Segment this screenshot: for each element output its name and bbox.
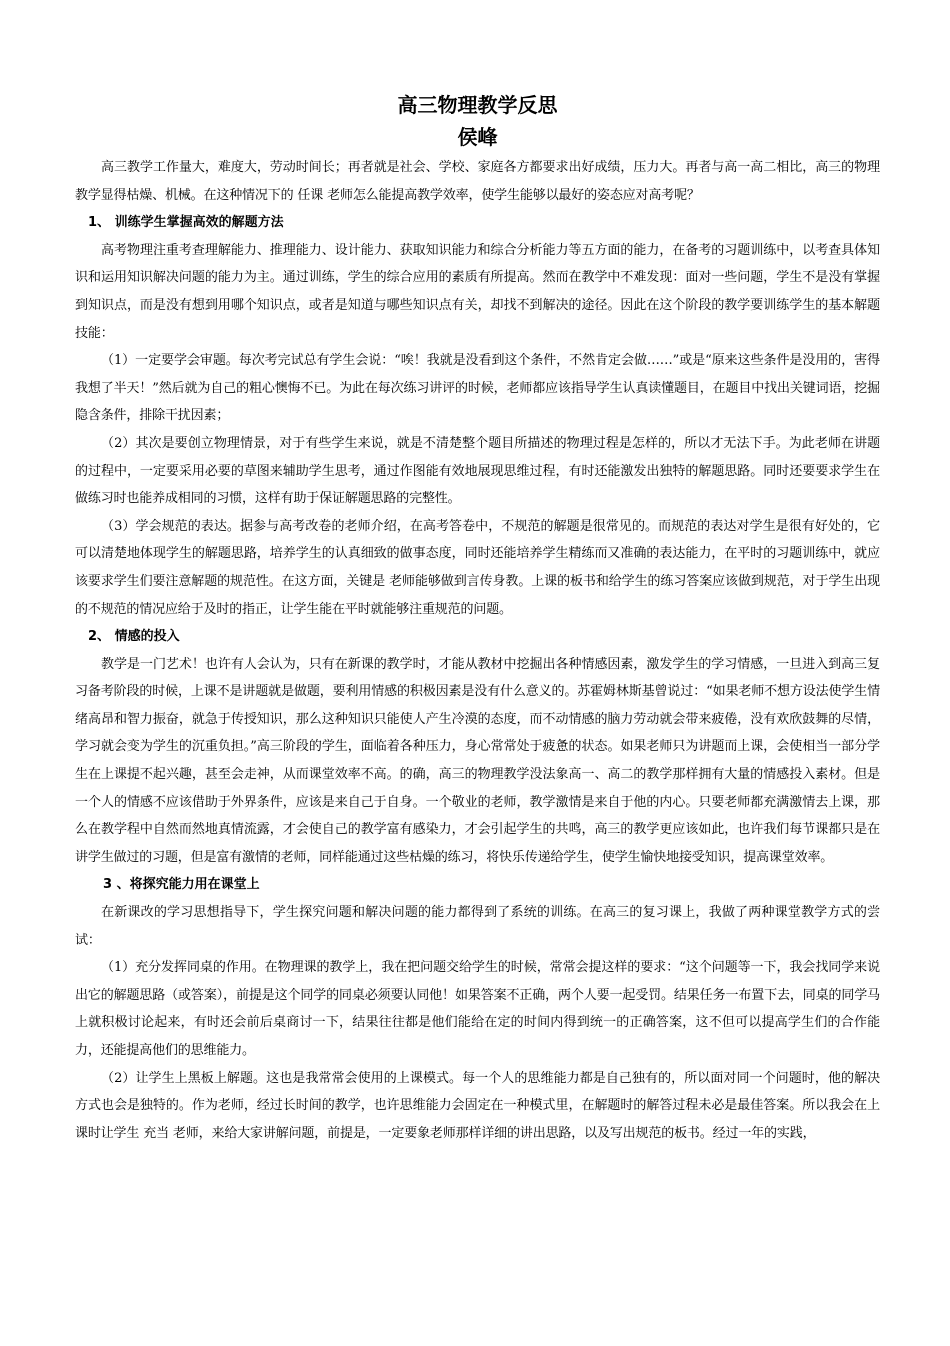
document-author: 侯峰: [457, 125, 498, 149]
section1-intro-paragraph: 高考物理注重考查理解能力、推理能力、设计能力、获取知识能力和综合分析能力等五方面的能力，在备考的习题训练中，以考查具体知识和运用知识解决问题的能力为主。通过训练，学生的综合应用的素质有所提高。然而在教学中不难发现：面对一些问题，学生不是没有掌握到知识点，而是没有想到用哪个知识点，或者是知道与哪些知识点有关，却找不到解决的途径。因此在这个阶段的教学要训练学生的基本解题技能：: [75, 242, 880, 341]
section3-item-2: （2）让学生上黑板上解题。这也是我常常会使用的上课模式。每一个人的思维能力都是自己独有的，所以面对同一个问题时，他的解决方式也会是独特的。作为老师，经过长时间的教学，也许思维能力会固定在一种模式里，在解题时的解答过程未必是最佳答案。所以我会在上课时让学生 充当 老师，来给大家讲解问题，前提是，一定要象老师那样详细的讲出思路，以及写出规范的板书。经过一年的实践，: [75, 1070, 880, 1141]
section1-item-3: （3）学会规范的表达。据参与高考改卷的老师介绍，在高考答卷中，不规范的解题是很常见的。而规范的表达对学生是很有好处的，它可以清楚地体现学生的解题思路，培养学生的认真细致的做事态度，同时还能培养学生精练而又准确的表达能力，在平时的习题训练中，就应该要求学生们要注意解题的规范性。在这方面，关键是 老师能够做到言传身教。上课的板书和给学生的练习答案应该做到规范，对于学生出现的不规范的情况应给于及时的指正，让学生能在平时就能够注重规范的问题。: [75, 518, 880, 617]
section-heading-1: 1、 训练学生掌握高效的解题方法: [88, 215, 284, 231]
section1-item-2: （2）其次是要创立物理情景，对于有些学生来说，就是不清楚整个题目所描述的物理过程是怎样的，所以才无法下手。为此老师在讲题的过程中，一定要采用必要的草图来辅助学生思考，通过作图能有效地展现思维过程，有时还能激发出独特的解题思路。同时还要要求学生在做练习时也能养成相同的习惯，这样有助于保证解题思路的完整性。: [75, 435, 880, 507]
section3-item-1: （1）充分发挥同桌的作用。在物理课的教学上，我在把问题交给学生的时候，常常会提这样的要求：“这个问题等一下，我会找同学来说出它的解题思路（或答案），前提是这个同学的同桌必须要认同他！如果答案不正确，两个人要一起受罚。结果任务一布置下去，同桌的同学马上就积极讨论起来，有时还会前后桌商讨一下，结果往往都是他们能给在定的时间内得到统一的正确答案，这不但可以提高学生们的合作能力，还能提高他们的思维能力。: [75, 960, 880, 1058]
section-heading-3: 3 、将探究能力用在课堂上: [103, 877, 260, 893]
section2-body-paragraph: 教学是一门艺术！也许有人会认为，只有在新课的教学时，才能从教材中挖掘出各种情感因素，激发学生的学习情感，一旦进入到高三复习备考阶段的时候，上课不是讲题就是做题，要利用情感的积极因素是没有什么意义的。苏霍姆林斯基曾说过：“如果老师不想方设法使学生情绪高昂和智力振奋，就急于传授知识，那么这种知识只能使人产生冷漠的态度，而不动情感的脑力劳动就会带来疲倦，没有欢欣鼓舞的尽情，学习就会变为学生的沉重负担。”高三阶段的学生，面临着各种压力，身心常常处于疲惫的状态。如果老师只为讲题而上课，会使相当一部分学生在上课提不起兴趣，甚至会走神，从而课堂效率不高。的确，高三的物理教学没法象高一、高二的教学那样拥有大量的情感投入素材。但是一个人的情感不应该借助于外界条件，应该是来自己于自身。一个敬业的老师，教学激情是来自于他的内心。只要老师都充满激情去上课，那么在教学程中自然而然地真情流露，才会使自己的教学富有感染力，才会引起学生的共鸣，高三的教学更应该如此，也许我们每节课都只是在讲学生做过的习题，但是富有激情的老师，同样能通过这些枯燥的练习，将快乐传递给学生，使学生愉快地接受知识，提高课堂效率。: [75, 656, 880, 865]
document-title: 高三物理教学反思: [397, 93, 558, 117]
section1-item-1: （1）一定要学会审题。每次考完试总有学生会说：“唉！我就是没看到这个条件，不然肯定会做……”或是“原来这些条件是没用的，害得我想了半天！”然后就为自己的粗心懊悔不已。为此在每次练习讲评的时候，老师都应该指导学生认真读懂题目，在题目中找出关键词语，挖掘隐含条件，排除干扰因素；: [75, 353, 880, 424]
intro-paragraph: 高三教学工作量大，难度大，劳动时间长；再者就是社会、学校、家庭各方都要求出好成绩，压力大。再者与高一高二相比，高三的物理教学显得枯燥、机械。在这种情况下的 任课 老师怎么能提高教学效率，使学生能够以最好的姿态应对高考呢？: [75, 160, 880, 203]
section-heading-2: 2、 情感的投入: [88, 629, 180, 645]
document-page: [75, 90, 880, 1147]
section3-intro-paragraph: 在新课改的学习思想指导下，学生探究问题和解决问题的能力都得到了系统的训练。在高三的复习课上，我做了两种课堂教学方式的尝试：: [75, 905, 880, 948]
